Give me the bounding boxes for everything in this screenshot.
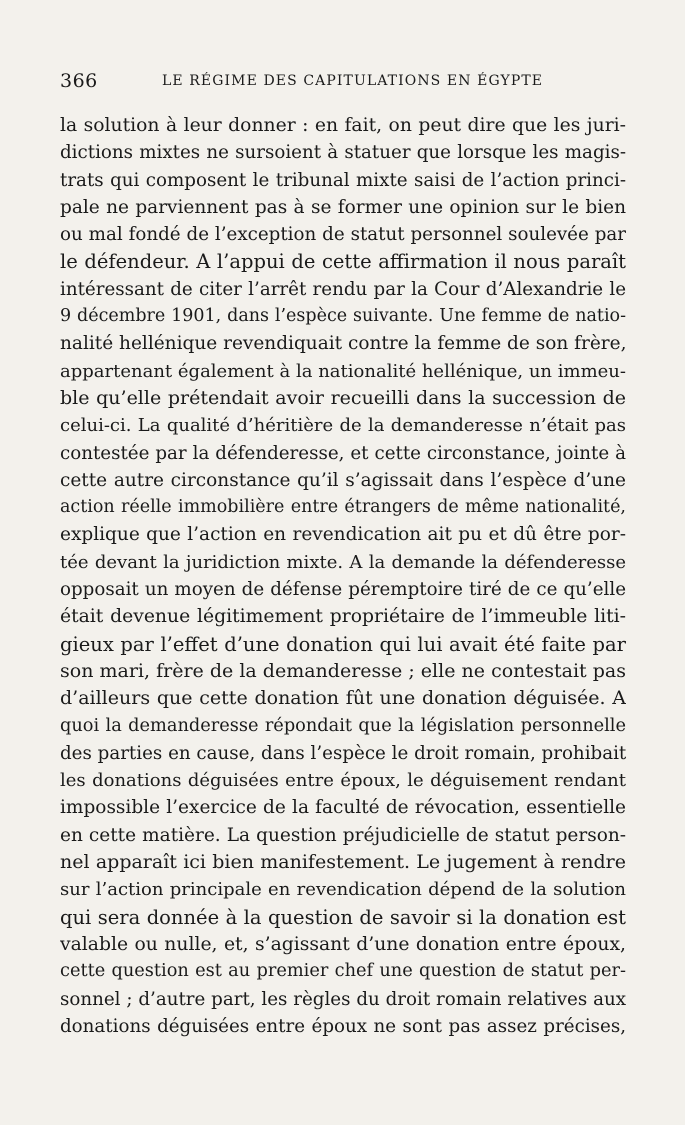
- text-line: ou mal fondé de l’exception de statut personnel soulevée par: [60, 224, 626, 246]
- text-line: valable ou nulle, et, s’agissant d’une donation entre époux,: [60, 933, 626, 955]
- text-line: était devenue légitimement propriétaire de l’immeuble liti-: [60, 606, 626, 628]
- text-line: trats qui composent le tribunal mixte saisi de l’action princi-: [60, 169, 626, 191]
- text-line: 9 décembre 1901, dans l’espèce suivante. Une femme de natio-: [60, 306, 626, 327]
- text-line: qui sera donnée à la question de savoir si la donation est: [60, 905, 626, 929]
- text-line: nel apparaît ici bien manifestement. Le jugement à rendre: [60, 851, 626, 874]
- text-line: son mari, frère de la demanderesse ; elle ne contestait pas: [60, 659, 626, 682]
- text-line: d’ailleurs que cette donation fût une donation déguisée. A: [60, 687, 626, 710]
- text-line: impossible l’exercice de la faculté de révocation, essentielle: [60, 797, 626, 819]
- running-title: LE RÉGIME DES CAPITULATIONS EN ÉGYPTE: [162, 73, 544, 89]
- text-line: donations déguisées entre époux ne sont pas assez précises,: [60, 1015, 626, 1037]
- text-line: sonnel ; d’autre part, les règles du droit romain relatives aux: [60, 988, 626, 1010]
- text-line: quoi la demanderesse répondait que la législation personnelle: [60, 715, 626, 736]
- text-line: sur l’action principale en revendication dépend de la solution: [60, 879, 626, 901]
- body-paragraph: [60, 112, 626, 1040]
- text-line: dictions mixtes ne sursoient à statuer que lorsque les magis-: [60, 142, 626, 164]
- text-line: cette autre circonstance qu’il s’agissait dans l’espèce d’une: [60, 469, 626, 491]
- text-line: le défendeur. A l’appui de cette affirmation il nous paraît: [60, 250, 626, 274]
- text-line: cette question est au premier chef une question de statut per-: [60, 961, 626, 982]
- text-line: appartenant également à la nationalité hellénique, un immeu-: [60, 360, 626, 382]
- running-head: [60, 70, 640, 94]
- text-line: ble qu’elle prétendait avoir recueilli dans la succession de: [60, 386, 626, 409]
- text-line: en cette matière. La question préjudicielle de statut person-: [60, 824, 626, 846]
- text-line: celui-ci. La qualité d’héritière de la demanderesse n’était pas: [60, 415, 626, 437]
- text-line: contestée par la défenderesse, et cette circonstance, jointe à: [60, 442, 626, 464]
- text-line: pale ne parviennent pas à se former une opinion sur le bien: [60, 196, 626, 218]
- text-line: nalité hellénique revendiquait contre la femme de son frère,: [60, 333, 626, 355]
- text-line: action réelle immobilière entre étrangers de même nationalité,: [60, 497, 626, 518]
- text-line: les donations déguisées entre époux, le déguisement rendant: [60, 770, 626, 792]
- text-line: explique que l’action en revendication ait pu et dû être por-: [60, 524, 626, 546]
- text-line: des parties en cause, dans l’espèce le droit romain, prohibait: [60, 742, 626, 764]
- text-line: opposait un moyen de défense péremptoire tiré de ce qu’elle: [60, 579, 626, 601]
- text-line: gieux par l’effet d’une donation qui lui avait été faite par: [60, 632, 626, 656]
- text-line: intéressant de citer l’arrêt rendu par la Cour d’Alexandrie le: [60, 278, 626, 300]
- page-number: 366: [60, 70, 98, 92]
- text-line: tée devant la juridiction mixte. A la demande la défenderesse: [60, 551, 626, 573]
- text-line: la solution à leur donner : en fait, on peut dire que les juri-: [60, 115, 626, 136]
